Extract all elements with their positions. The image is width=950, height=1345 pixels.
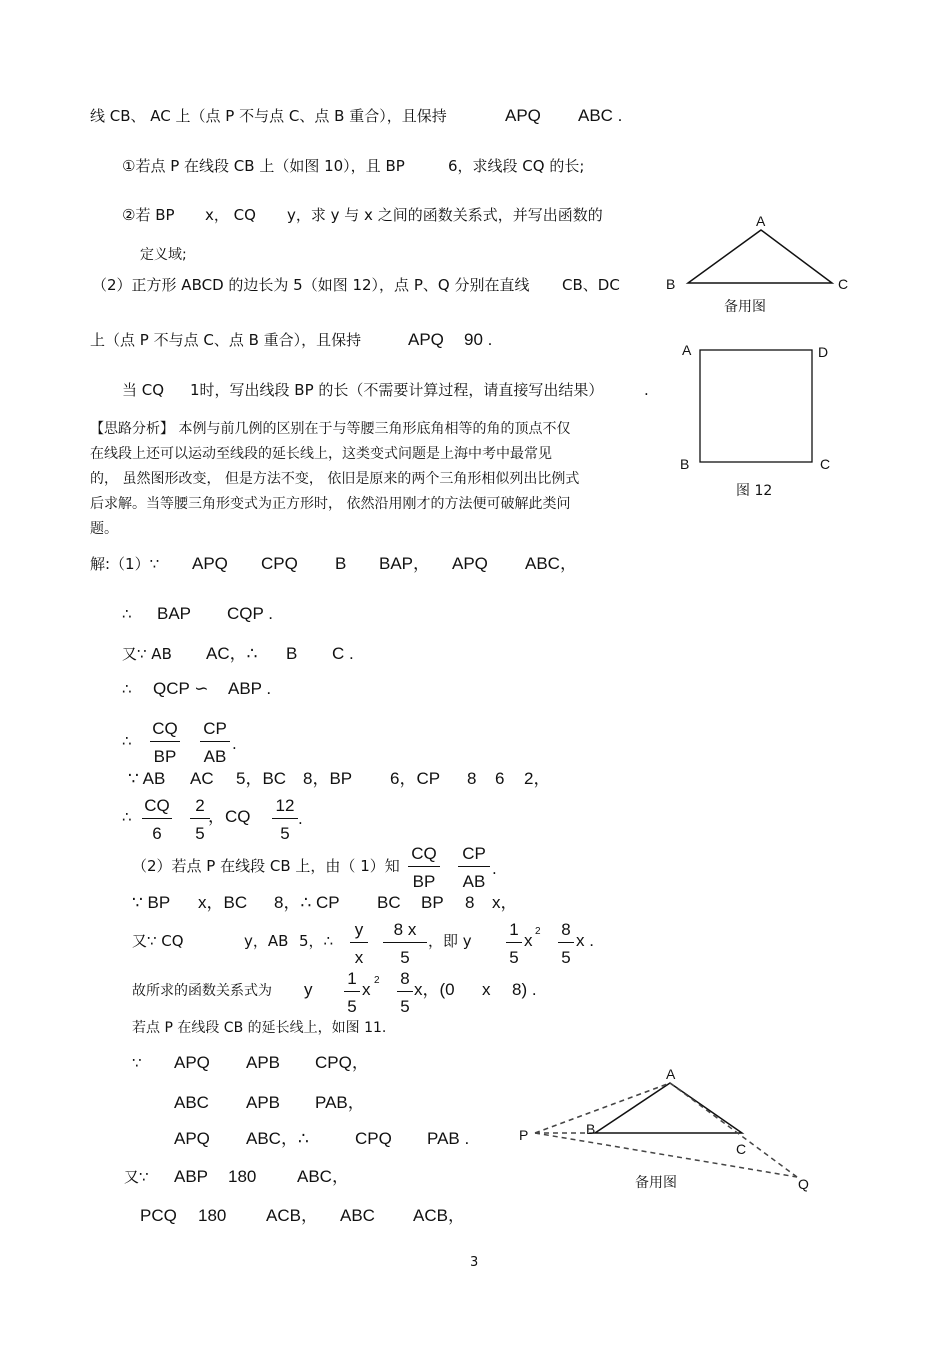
line-5 xyxy=(92,276,620,294)
solution-line-13 xyxy=(132,1053,369,1072)
numerator: 2 xyxy=(190,797,210,819)
solution-line-17 xyxy=(140,1206,465,1225)
fraction xyxy=(506,921,522,967)
solution-line-8: （2）若点 P 在线段 CB 上，由（ 1）知 xyxy=(132,857,400,875)
label-p: P xyxy=(519,1127,529,1143)
triangle-abc xyxy=(595,1083,742,1133)
math: APQ xyxy=(452,554,488,573)
solution-line-1 xyxy=(90,554,577,573)
text: 又∵ CQ xyxy=(132,932,184,950)
denominator: 6 xyxy=(152,824,162,843)
denominator: 5 xyxy=(280,824,290,843)
math: 90 . xyxy=(464,330,493,349)
text: x， CQ xyxy=(205,206,256,224)
text: 又∵ AB xyxy=(122,645,172,663)
numerator: CQ xyxy=(150,720,180,742)
label-a: A xyxy=(666,1066,676,1082)
analysis-line: 在线段上还可以运动至线段的延长线上，这类变式问题是上海中考中最常见 xyxy=(90,446,552,462)
math: AC，∴ xyxy=(206,644,258,663)
denominator: 5 xyxy=(561,948,571,967)
numerator: 8 xyxy=(558,921,574,943)
solution-line-7-lead: ∴ xyxy=(122,808,132,826)
solution-line-2 xyxy=(122,604,273,623)
analysis-line: 【思路分析】 本例与前几例的区别在于与等腰三角形底角相等的角的顶点不仅 xyxy=(90,421,571,437)
math: B xyxy=(286,644,298,663)
solution-line-15 xyxy=(174,1129,470,1148)
math: x，(0 xyxy=(414,980,455,999)
text: 上（点 P 不与点 C、点 B 重合），且保持 xyxy=(90,331,362,349)
solution-line-9 xyxy=(132,893,518,912)
fraction xyxy=(344,970,360,1016)
line-4: 定义域; xyxy=(140,247,187,263)
fraction xyxy=(408,845,440,891)
math: 8 xyxy=(465,893,475,912)
math: x xyxy=(524,931,533,950)
solution-line-14 xyxy=(174,1093,365,1112)
analysis-line: 题。 xyxy=(90,521,118,537)
numerator: CQ xyxy=(408,845,440,867)
numerator: y xyxy=(350,921,368,943)
math: PAB， xyxy=(315,1093,365,1112)
math: ABP . xyxy=(228,679,272,698)
text: 又∵ xyxy=(124,1168,149,1186)
denominator: 5 xyxy=(509,948,519,967)
numerator: 8 xyxy=(397,970,413,992)
line-2 xyxy=(122,157,585,175)
math: QCP ∽ xyxy=(153,679,209,698)
text: （2）正方形 ABCD 的边长为 5（如图 12），点 P、Q 分别在直线 xyxy=(92,276,530,294)
superscript: 2 xyxy=(535,926,541,937)
figure-square xyxy=(690,340,830,470)
math: PAB . xyxy=(427,1129,470,1148)
math: x xyxy=(482,980,491,999)
label-a: A xyxy=(682,342,692,358)
denominator: BP xyxy=(153,747,177,766)
text: ∴ xyxy=(122,680,132,698)
analysis-line: 的， 虽然图形改变， 但是方法不变， 依旧是原来的两个三角形相似列出比例式 xyxy=(90,471,580,487)
solution-line-6 xyxy=(128,769,551,788)
text: y，求 y 与 x 之间的函数关系式，并写出函数的 xyxy=(287,206,603,224)
math: APQ xyxy=(174,1053,210,1072)
text: ∵ xyxy=(132,1054,142,1072)
solution-line-11: 故所求的函数关系式为 xyxy=(132,983,272,999)
math: ABC，∴ xyxy=(246,1129,309,1148)
math: x， xyxy=(492,893,518,912)
figure-caption: 备用图 xyxy=(724,299,766,315)
text: 当 CQ xyxy=(122,381,165,399)
math: 2， xyxy=(524,769,551,788)
label-a: A xyxy=(756,213,766,229)
dashed-pa xyxy=(535,1083,670,1133)
line-3 xyxy=(122,206,603,224)
solution-line-16 xyxy=(124,1167,349,1186)
math: x . xyxy=(576,931,594,950)
math: CPQ xyxy=(355,1129,392,1148)
label-b: B xyxy=(680,456,690,472)
math: B xyxy=(335,554,347,573)
triangle-abc xyxy=(688,230,832,283)
text: 线 CB、 AC 上（点 P 不与点 C、点 B 重合），且保持 xyxy=(90,107,447,125)
math: CQP . xyxy=(227,604,273,623)
math: ABC . xyxy=(578,106,623,125)
figure-caption: 备用图 xyxy=(635,1175,677,1191)
math: BC xyxy=(377,893,401,912)
label-b: B xyxy=(586,1121,596,1137)
denominator: AB xyxy=(462,872,486,891)
fraction xyxy=(150,720,180,766)
math: APQ xyxy=(174,1129,210,1148)
fraction xyxy=(200,720,230,766)
math: 5，BC xyxy=(236,769,287,788)
numerator: CP xyxy=(200,720,230,742)
math: APB xyxy=(246,1053,281,1072)
denominator: 5 xyxy=(347,997,357,1016)
solution-line-5-lead: ∴ xyxy=(122,732,132,750)
math: 180 xyxy=(228,1167,257,1186)
numerator: CP xyxy=(458,845,490,867)
fraction xyxy=(350,921,368,967)
text: . xyxy=(644,381,649,399)
math: 8 xyxy=(467,769,477,788)
math: BP xyxy=(421,893,444,912)
text: 5，∴ xyxy=(299,932,334,950)
denominator: x xyxy=(354,948,364,967)
math: ABP xyxy=(174,1167,209,1186)
label-c: C xyxy=(820,456,831,472)
math: ABC， xyxy=(297,1167,349,1186)
math: PCQ xyxy=(140,1206,177,1225)
fraction xyxy=(558,921,574,967)
math: APQ xyxy=(408,330,444,349)
fraction xyxy=(142,797,172,843)
text: ②若 BP xyxy=(122,206,175,224)
math: 8) . xyxy=(512,980,537,999)
superscript: 2 xyxy=(374,975,380,986)
label-b: B xyxy=(666,276,676,292)
math: y xyxy=(304,980,313,999)
page-number: 3 xyxy=(470,1255,479,1270)
math: C . xyxy=(332,644,354,663)
line-1 xyxy=(90,106,623,125)
numerator: 8 x xyxy=(383,921,427,943)
numerator: 1 xyxy=(344,970,360,992)
math: CPQ， xyxy=(315,1053,369,1072)
numerator: 12 xyxy=(272,797,298,819)
math: ∵ BP xyxy=(132,893,171,912)
fraction xyxy=(397,970,413,1016)
math: APQ xyxy=(192,554,228,573)
numerator: 1 xyxy=(506,921,522,943)
math: CPQ xyxy=(261,554,298,573)
fraction xyxy=(458,845,490,891)
denominator: 5 xyxy=(400,948,410,967)
denominator: AB xyxy=(203,747,227,766)
math: BAP， xyxy=(379,554,431,573)
math: ABC xyxy=(340,1206,375,1225)
label-q: Q xyxy=(798,1176,809,1192)
figure-caption: 图 12 xyxy=(736,483,773,499)
square-abcd xyxy=(700,350,812,462)
math: ，CQ xyxy=(208,807,251,826)
math: BAP xyxy=(157,604,192,623)
denominator: 5 xyxy=(195,824,205,843)
text: y，AB xyxy=(244,932,289,950)
fraction xyxy=(190,797,210,843)
label-d: D xyxy=(818,344,829,360)
math: 6，CP xyxy=(390,769,441,788)
text: 6，求线段 CQ 的长; xyxy=(448,157,585,175)
period: . xyxy=(492,860,497,878)
numerator: CQ xyxy=(142,797,172,819)
text: ，即 y xyxy=(428,932,472,950)
math: 8，∴ CP xyxy=(274,893,340,912)
solution-line-4 xyxy=(122,679,272,698)
math: 6 xyxy=(495,769,505,788)
denominator: 5 xyxy=(400,997,410,1016)
line-6 xyxy=(90,330,493,349)
math: AC xyxy=(190,769,214,788)
math: 180 xyxy=(198,1206,227,1225)
math: x，BC xyxy=(198,893,248,912)
solution-line-10 xyxy=(132,932,334,950)
fraction xyxy=(383,921,427,967)
period: . xyxy=(232,735,237,753)
dashed-pq xyxy=(535,1133,797,1177)
math: ACB， xyxy=(266,1206,318,1225)
math: ABC xyxy=(174,1093,209,1112)
text: 解:（1）∵ xyxy=(90,555,160,573)
math: ABC， xyxy=(525,554,577,573)
period: . xyxy=(298,810,303,828)
text: 1时，写出线段 BP 的长（不需要计算过程，请直接写出结果） xyxy=(190,381,604,399)
line-7 xyxy=(122,381,649,399)
solution-line-3 xyxy=(122,644,354,663)
text: ∴ xyxy=(122,605,132,623)
math: ∵ AB xyxy=(128,769,166,788)
math: APQ xyxy=(505,106,541,125)
analysis-line: 后求解。当等腰三角形变式为正方形时， 依然沿用刚才的方法便可破解此类问 xyxy=(90,496,571,512)
math: 8，BP xyxy=(303,769,353,788)
solution-line-12: 若点 P 在线段 CB 的延长线上，如图 11. xyxy=(132,1020,387,1036)
math: APB xyxy=(246,1093,281,1112)
math: x xyxy=(362,980,371,999)
text: ①若点 P 在线段 CB 上（如图 10），且 BP xyxy=(122,157,405,175)
denominator: BP xyxy=(412,872,436,891)
label-c: C xyxy=(736,1141,747,1157)
math: ACB， xyxy=(413,1206,465,1225)
fraction xyxy=(272,797,298,843)
text: CB、DC xyxy=(562,276,620,294)
label-c: C xyxy=(838,276,849,292)
